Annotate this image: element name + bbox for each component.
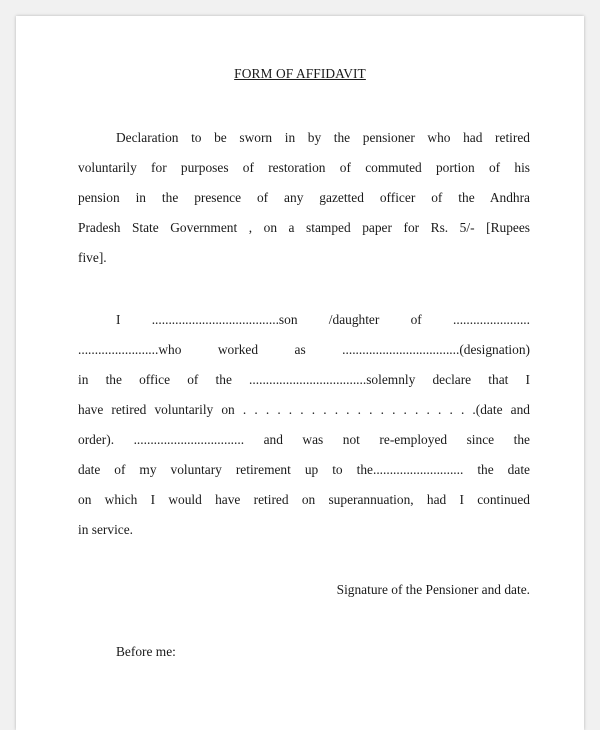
paragraph2-line: in the office of the ...................................solemnly declare that I <box>78 372 530 387</box>
paragraph2-line: ........................who worked as ...................................(designation) <box>78 342 530 357</box>
document-title: FORM OF AFFIDAVIT <box>234 66 366 81</box>
paragraph1-line: Declaration to be sworn in by the pensioner who had retired <box>116 130 530 145</box>
paragraph2-line: I ......................................son /daughter of ....................... <box>116 312 530 327</box>
paragraph1-line: pension in the presence of any gazetted officer of the Andhra <box>78 190 530 205</box>
paragraph2-line: date of my voluntary retirement up to the........................... the date <box>78 462 530 477</box>
paragraph2-line: in service. <box>78 522 134 537</box>
paragraph2-line: on which I would have retired on superannuation, had I continued <box>78 492 530 507</box>
before-me-label: Before me: <box>116 644 176 659</box>
paragraph1-line: voluntarily for purposes of restoration of commuted portion of his <box>78 160 530 175</box>
paragraph1-line: Pradesh State Government , on a stamped paper for Rs. 5/- [Rupees <box>78 220 530 235</box>
document-page <box>16 16 584 730</box>
paragraph2-line: have retired voluntarily on . . . . . . . . . . . . . . . . . . . . .(date and <box>78 402 530 417</box>
signature-line: Signature of the Pensioner and date. <box>336 582 530 597</box>
paragraph2-line: order). ................................. and was not re-employed since the <box>78 432 530 447</box>
paragraph1-line: five]. <box>78 250 107 265</box>
